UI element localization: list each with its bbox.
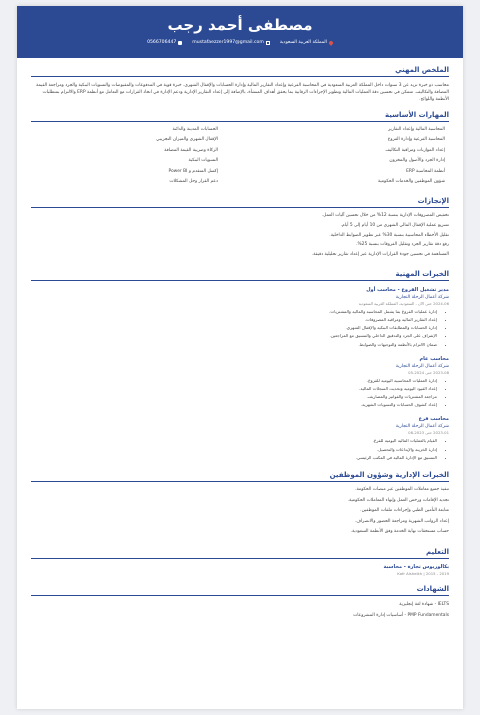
certificates-heading: الشهادات — [31, 585, 449, 596]
job-duty: • الإشراف على الجرد والتدقيق الداخلي والتنسيق مع المراجعين. — [31, 333, 437, 341]
job-entry — [31, 287, 449, 350]
job-duty: • ضمان الالتزام بالأنظمة والتوجيهات والضوابط. — [31, 342, 437, 350]
job-duty: • إدارة الخزينة والإيداعات والتحصيل. — [31, 447, 437, 455]
skill-item: أنظمة المحاسبة ERP — [406, 168, 445, 174]
admin-item: حساب مستحقات نهاية الخدمة وفق الأنظمة السعودية. — [350, 529, 449, 535]
skill-item: إكسل المتقدم و Power BI — [168, 168, 218, 174]
job-meta: 2023-08 حتى 2024-05 — [408, 369, 449, 375]
resume-body — [17, 66, 463, 624]
email-text[interactable]: mustafaezzer1997@gmail.com — [192, 40, 264, 45]
skill-item: الإقفال الشهري والميزان التجريبي — [156, 137, 218, 143]
skills-list — [31, 127, 449, 189]
skill-item: دعم القرار وحل المشكلات — [169, 178, 218, 184]
achievement-item: رفع دقة تقارير الجرد وتقليل الفروقات بنسبة 25%. — [356, 242, 449, 248]
job-duty: • التنسيق مع الإدارة المالية في المكتب الرئيسي. — [31, 455, 437, 463]
skill-item: التسويات البنكية — [188, 158, 218, 164]
summary-heading: الملخص المهني — [31, 66, 449, 77]
location-text: المملكة العربية السعودية — [279, 40, 327, 45]
achievement-item: تخفيض المصروفات الإدارية بنسبة 12% من خلال تحسين آليات العمل. — [321, 213, 449, 219]
phone-icon — [178, 41, 182, 45]
job-title: محاسب فرع — [418, 416, 449, 423]
full-name: مصطفى أحمد رجب — [167, 16, 313, 34]
phone-item[interactable] — [147, 40, 182, 45]
skill-item: المحاسبة المالية وإعداد التقارير — [388, 127, 445, 132]
achievement-item: تسريع عملية الإقفال المالي الشهري من 10 أيام إلى 5 أيام. — [340, 223, 449, 229]
job-duties — [31, 378, 449, 411]
job-entry — [31, 356, 449, 411]
skills-heading: المهارات الأساسية — [31, 111, 449, 122]
job-duty: • القيام بالعمليات المالية اليومية للفرع. — [31, 438, 437, 446]
achievement-item: المساهمة في تحسين جودة القرارات الإدارية عبر إعداد تقارير تحليلية دقيقة. — [311, 252, 449, 258]
job-company: شركة أعمال الرحلة التجارية — [395, 363, 449, 369]
admin-list — [31, 487, 449, 540]
job-duty: • إعداد كشوف الحسابات والتسويات الشهرية. — [31, 402, 437, 410]
job-title: مدير تشغيل الفروع - محاسب أول — [366, 286, 449, 293]
admin-item: متابعة التأمين الطبي وإجراءات ملفات الموظفين. — [360, 508, 449, 514]
skill-item: الزكاة وضريبة القيمة المضافة — [164, 147, 218, 153]
location-pin-icon — [328, 40, 334, 46]
job-duty: • إدارة عمليات الفروع بما يشمل المحاسبة والمالية والمشتريات. — [31, 309, 437, 317]
skill-item: إعداد الموازنات ومراقبة التكاليف — [385, 147, 445, 153]
job-duty: • مراجعة المشتريات والفواتير والمصاريف. — [31, 394, 437, 402]
certificate-item: PMP Fundamentals - أساسيات إدارة المشروعات — [353, 613, 449, 618]
achievements-heading: الإنجازات — [31, 197, 449, 208]
job-title: محاسب عام — [419, 355, 449, 362]
achievements-list — [31, 213, 449, 261]
location-item — [280, 40, 333, 45]
summary-text: محاسب ذو خبرة تزيد عن 3 سنوات داخل المملكة العربية السعودية في المحاسبة الفرعية وإعداد التقارير المالية وإدارة الحسابات والإقفال الشهري. خبرة قوية في المدفوعات والمقبوضات والتسويات البنكية والجرد ومراجعة القيمة المضافة والتكاليف. متمكن في تحسين دقة العمليات المالية وتطوير الإجراءات الرقابية بما يحقق أهداف المنشأة، بالإضافة إلى إعداد التقارير الإدارية ودعم الإدارة في اتخاذ القرارات مع التعامل مع أنظمة ERP والالتزام بمتطلبات الأنظمة واللوائح. — [36, 83, 449, 102]
experience-heading: الخبرات المهنية — [31, 270, 449, 281]
job-company: شركة أعمال الرحلة التجارية — [395, 294, 449, 300]
job-duty: • إدارة العمليات المحاسبية اليومية للفروع. — [31, 378, 437, 386]
job-duties — [31, 438, 449, 463]
job-meta: 2023-01 حتى 2023-08 — [408, 430, 449, 436]
skill-item: المحاسبة الفرعية وإدارة الفروع — [387, 137, 445, 143]
admin-item: تجديد الإقامات ورخص العمل وإنهاء المعاملات الحكومية. — [347, 497, 449, 503]
admin-item: إعداد الرواتب الشهرية ومراجعة الحضور والانصراف. — [355, 518, 449, 524]
job-duty: • إدارة الحسابات والمطابقات البنكية والإقفال الشهري. — [31, 325, 437, 333]
job-duties — [31, 309, 449, 350]
resume-header — [17, 6, 463, 58]
degree-meta: 2019 - 2015 | Kafr Alsheikh — [397, 571, 449, 576]
admin-heading: الخبرات الإدارية وشؤون الموظفين — [31, 471, 449, 482]
resume-page — [17, 6, 463, 709]
skill-item: شؤون الموظفين والخدمات الحكومية — [378, 178, 445, 184]
education-heading: التعليم — [31, 548, 449, 559]
mail-icon — [266, 41, 270, 45]
job-duty: • إعداد القيود اليومية وتحديث السجلات المالية. — [31, 386, 437, 394]
skill-item: الحسابات المدينة والدائنة — [172, 127, 218, 132]
email-item[interactable] — [192, 40, 270, 45]
degree-title: بكالوريوس تجارة - محاسبة — [383, 564, 449, 570]
job-company: شركة أعمال الرحلة التجارية — [395, 424, 449, 430]
job-entry — [31, 416, 449, 463]
job-duty: • إعداد التقارير المالية ومراقبة المصروفات. — [31, 317, 437, 325]
contact-bar — [17, 40, 463, 45]
phone-text[interactable]: 0566706447 — [147, 40, 177, 45]
admin-item: تنفيذ جميع معاملات الموظفين عبر منصات الحكومة. — [355, 487, 449, 493]
achievement-item: تقليل الأخطاء المحاسبية بنسبة 30% عبر تطوير الضوابط الداخلية. — [329, 232, 449, 238]
certificates-list — [31, 602, 449, 624]
job-meta: 2024-06 حتى الآن - السعودية، المملكة العربية السعودية — [358, 300, 449, 306]
skill-item: إدارة الجرد والأصول والمخزون — [389, 158, 445, 164]
education-entry — [31, 564, 449, 577]
certificate-item: IELTS - شهادة لغة إنجليزية — [399, 602, 449, 607]
